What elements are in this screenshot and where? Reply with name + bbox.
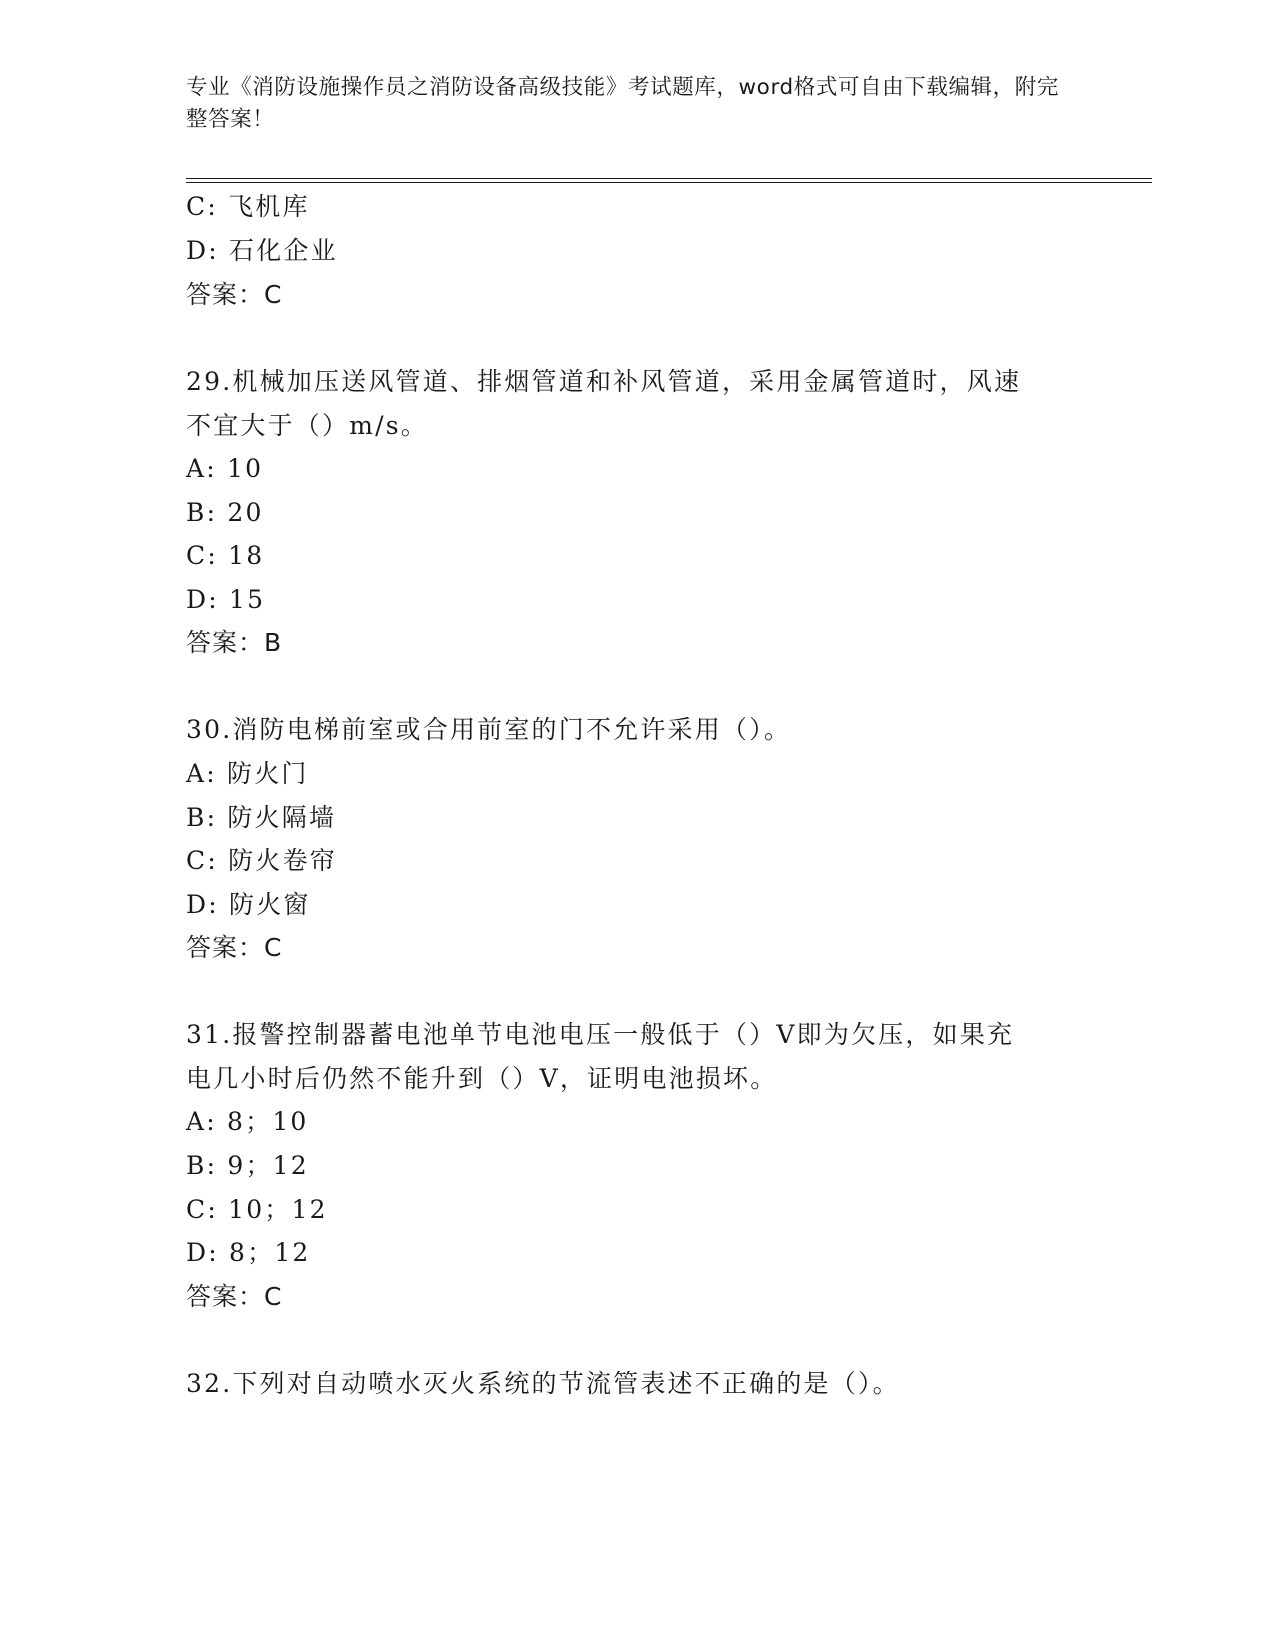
option-d: D: 15: [186, 585, 266, 614]
answer-line: 答案：C: [186, 280, 283, 309]
question-stem: 电几小时后仍然不能升到（）V，证明电池损坏。: [186, 1064, 778, 1093]
option-c: C: 飞机库: [186, 192, 310, 221]
document-header: 专业《消防设施操作员之消防设备高级技能》考试题库，word格式可自由下载编辑，附完整答案！: [186, 75, 1059, 132]
option-c: C: 10；12: [186, 1195, 328, 1224]
question-stem: 29.机械加压送风管道、排烟管道和补风管道，采用金属管道时，风速: [186, 367, 1022, 396]
option-b: B: 9；12: [186, 1151, 309, 1180]
question-stem: 不宜大于（）m/s。: [186, 411, 428, 440]
question-stem: 31.报警控制器蓄电池单节电池电压一般低于（）V即为欠压，如果充: [186, 1020, 1015, 1049]
option-c: C: 防火卷帘: [186, 846, 337, 875]
answer-line: 答案：C: [186, 933, 283, 962]
option-d: D: 石化企业: [186, 236, 338, 265]
option-b: B: 20: [186, 498, 264, 527]
question-stem: 32.下列对自动喷水灭火系统的节流管表述不正确的是（）。: [186, 1369, 900, 1398]
answer-line: 答案：B: [186, 628, 283, 657]
option-a: A: 10: [186, 454, 264, 483]
header-rule-bottom: [186, 182, 1152, 183]
option-a: A: 8；10: [186, 1107, 309, 1136]
header-rule-top: [186, 178, 1152, 179]
answer-line: 答案：C: [186, 1282, 283, 1311]
question-stem: 30.消防电梯前室或合用前室的门不允许采用（）。: [186, 715, 792, 744]
option-b: B: 防火隔墙: [186, 803, 337, 832]
option-d: D: 8；12: [186, 1238, 311, 1267]
option-a: A: 防火门: [186, 759, 309, 788]
option-c: C: 18: [186, 541, 265, 570]
option-d: D: 防火窗: [186, 890, 311, 919]
